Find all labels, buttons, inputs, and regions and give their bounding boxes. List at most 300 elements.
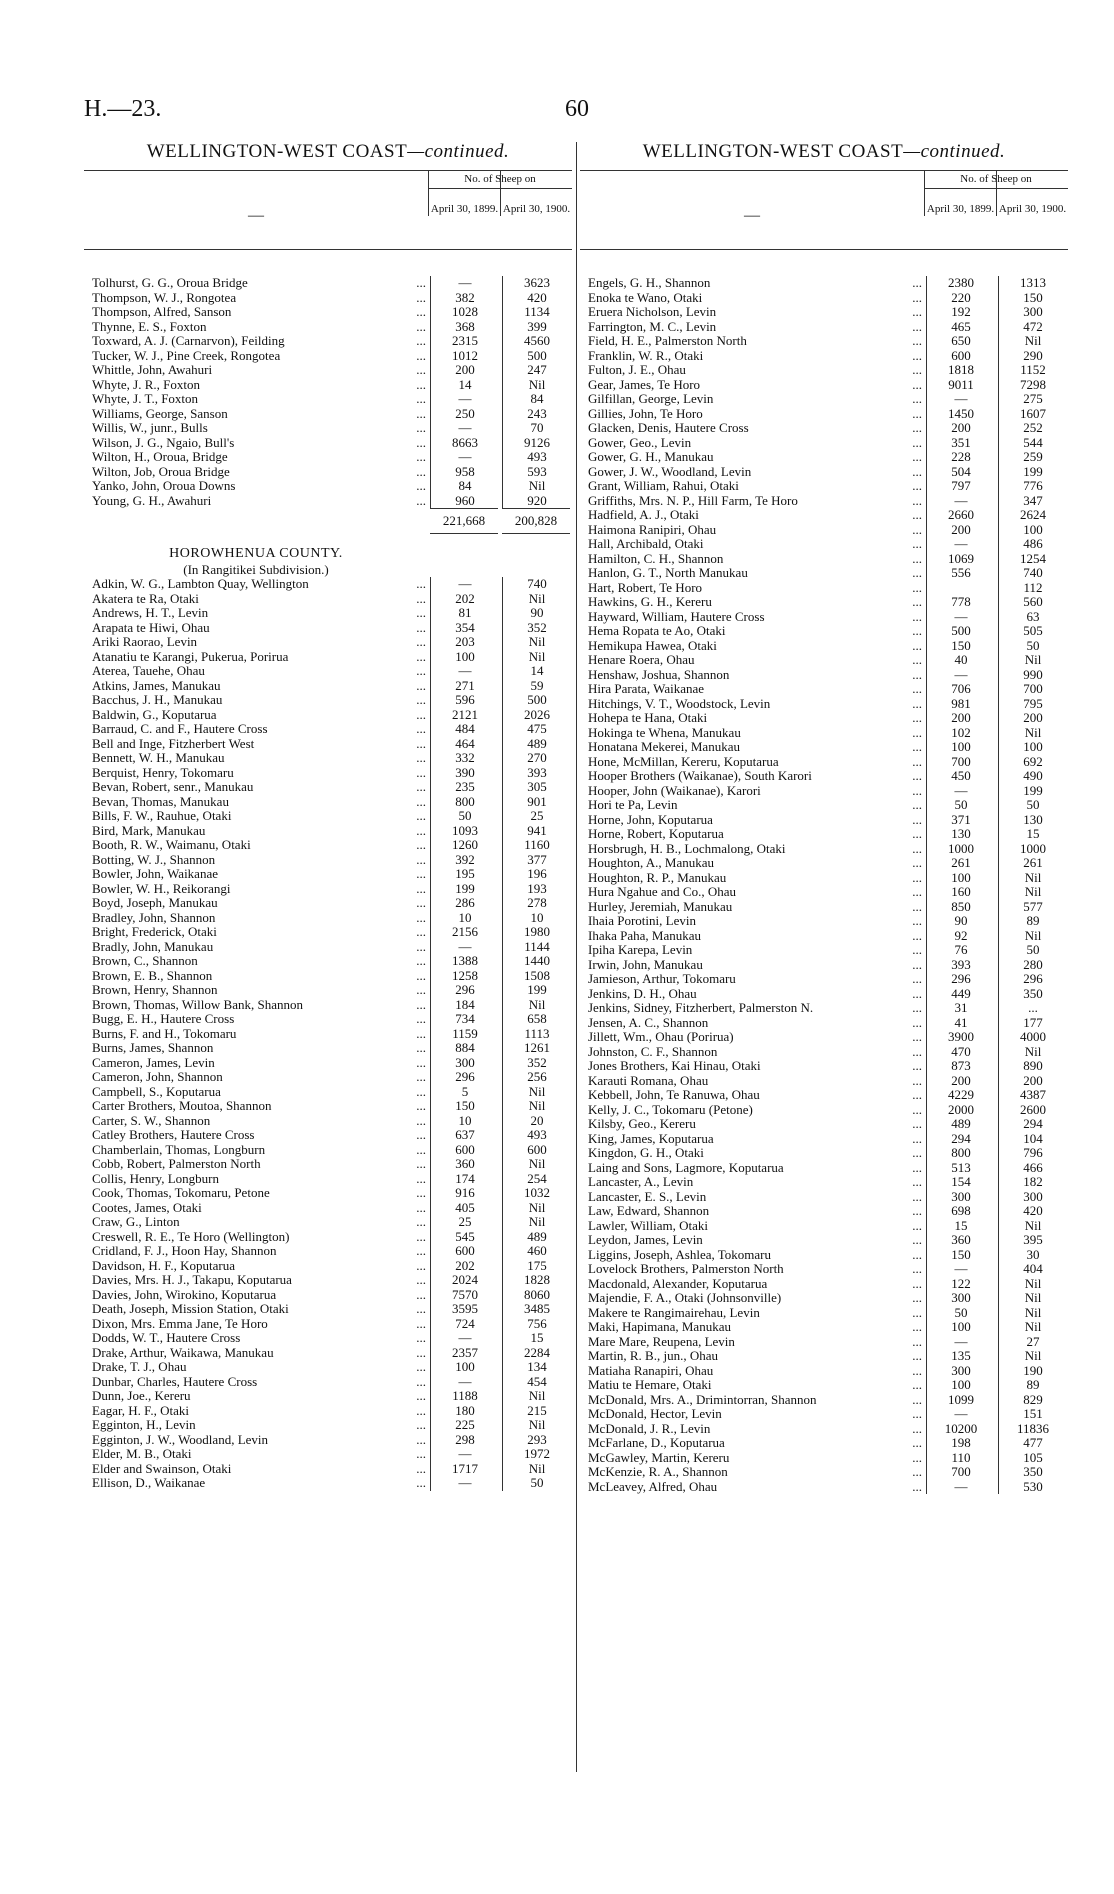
leader-dots: ... [912,811,922,827]
sheep-1900: 740 [998,566,1067,581]
sheep-1899: 300 [926,1364,995,1379]
leader-dots: ... [416,1040,426,1055]
sheep-1900: 393 [502,766,571,781]
table-row [84,1157,572,1172]
sheep-1900: Nil [502,1389,571,1404]
sheep-1899: 92 [926,929,995,944]
sheep-1900: 4387 [998,1088,1067,1103]
sheep-1899: 500 [926,624,995,639]
owner-name: Wilton, Job, Oroua Bridge [92,464,230,479]
right-table-header [580,170,1068,250]
sheep-1900: Nil [998,929,1067,944]
owner-name: Hooper Brothers (Waikanae), South Karori [588,769,812,783]
sheep-1900: Nil [502,1462,571,1477]
table-row [84,708,572,723]
owner-name: Glacken, Denis, Hautere Cross [588,421,749,435]
sheep-1900: 112 [998,581,1067,596]
owner-name: Atanatiu te Karangi, Pukerua, Porirua [92,649,289,664]
sheep-1899: 368 [430,320,499,335]
leader-dots: ... [416,1402,426,1418]
owner-name: Thompson, W. J., Rongotea [92,290,237,305]
sheep-1900: 254 [502,1172,571,1187]
owner-name: McLeavey, Alfred, Ohau [588,1479,718,1494]
owner-name: Bell and Inge, Fitzherbert West [92,736,255,751]
column-divider [576,142,577,1772]
table-row [84,392,572,407]
owner-name: Grant, William, Rahui, Otaki [588,479,739,493]
owner-name: Young, G. H., Awahuri [92,493,212,508]
leader-dots: ... [416,318,426,334]
sheep-1899: 465 [926,320,995,335]
sheep-1900: 1440 [502,954,571,969]
owner-name: Dunn, Joe., Kereru [92,1389,191,1403]
leader-dots: ... [416,391,426,406]
sheep-1899: — [430,276,499,291]
table-row [84,1230,572,1245]
sheep-1900: 150 [998,291,1067,306]
sheep-1899: 250 [430,407,499,422]
owner-name: Jones Brothers, Kai Hinau, Otaki [588,1059,761,1073]
sheep-1899: 371 [926,813,995,828]
table-row [580,276,1068,291]
owner-name: Bills, F. W., Rauhue, Otaki [92,809,232,823]
sheep-1900: 347 [998,494,1067,509]
sheep-1900: 460 [502,1244,571,1259]
leader-dots: ... [416,449,426,464]
sheep-1899: 724 [430,1317,499,1332]
owner-name: Atkins, James, Manukau [92,678,221,693]
owner-name: Tucker, W. J., Pine Creek, Rongotea [92,348,281,363]
leader-dots: ... [416,1069,426,1084]
sheep-1900: Nil [998,1045,1067,1060]
owner-name: Hema Ropata te Ao, Otaki [588,624,726,638]
table-row [580,1364,1068,1379]
leader-dots: ... [416,1446,426,1461]
owner-name: Mare Mare, Reupena, Levin [588,1334,735,1349]
table-row [580,523,1068,538]
sheep-1899: 154 [926,1175,995,1190]
page-number: 60 [565,96,589,122]
table-row [580,537,1068,552]
table-row [580,972,1068,987]
leader-dots: ... [912,855,922,870]
left-totals-row [84,508,572,532]
table-row [580,1436,1068,1451]
owner-name: Campbell, S., Koputarua [92,1084,221,1099]
leader-dots: ... [912,1420,922,1436]
sheep-1899: 200 [430,363,499,378]
sheep-1899: 31 [926,1001,995,1016]
leader-dots: ... [912,768,922,783]
table-row [84,751,572,766]
sheep-1900: 1134 [502,305,571,320]
leader-dots: ... [912,275,922,290]
sheep-1899: 392 [430,853,499,868]
sheep-1900: 658 [502,1012,571,1027]
owner-name: Henshaw, Joshua, Shannon [588,667,730,682]
sheep-1900: 4000 [998,1030,1067,1045]
owner-name: Egginton, J. W., Woodland, Levin [92,1432,269,1447]
leader-dots: ... [416,275,426,290]
leader-dots: ... [912,826,922,841]
sheep-1900: 500 [502,693,571,708]
sheep-1899: 184 [430,998,499,1013]
owner-name: Bacchus, J. H., Manukau [92,693,223,707]
owner-name: Bennett, W. H., Manukau [92,751,225,765]
leader-dots: ... [416,909,426,925]
sheep-1900: 294 [998,1117,1067,1132]
table-row [580,581,1068,596]
sheep-1900: 199 [502,983,571,998]
table-row [84,1462,572,1477]
table-row [580,1074,1068,1089]
sheep-1899: 1717 [430,1462,499,1477]
table-row [84,1215,572,1230]
leader-dots: ... [912,1333,922,1349]
table-row [580,291,1068,306]
leader-dots: ... [912,478,922,493]
sheep-1899: 122 [926,1277,995,1292]
sheep-1900: 275 [998,392,1067,407]
owner-name: Hurley, Jeremiah, Manukau [588,899,733,914]
sheep-1900: 200 [998,711,1067,726]
owner-name: Gower, G. H., Manukau [588,450,714,464]
sheep-1899: 76 [926,943,995,958]
left-sheep-header: No. of Sheep on [428,173,572,189]
leader-dots: ... [416,837,426,852]
sheep-1900: 500 [502,349,571,364]
leader-dots: ... [912,927,922,943]
sheep-1899: 14 [430,378,499,393]
sheep-1899: — [430,450,499,465]
table-row [580,1407,1068,1422]
leader-dots: ... [416,1054,426,1070]
sheep-1900: 199 [998,465,1067,480]
owner-name: Law, Edward, Shannon [588,1204,710,1218]
sheep-1899: 1388 [430,954,499,969]
sheep-1900: 261 [998,856,1067,871]
leader-dots: ... [416,289,426,305]
sheep-1899: 332 [430,751,499,766]
sheep-1900: 182 [998,1175,1067,1190]
sheep-1899: 100 [926,1378,995,1393]
leader-dots: ... [912,1101,922,1117]
sheep-1899: 100 [926,740,995,755]
owner-name: Jenkins, D. H., Ohau [588,986,697,1001]
table-row [580,856,1068,871]
sheep-1899: 1260 [430,838,499,853]
table-row [84,824,572,839]
sheep-1899: 2315 [430,334,499,349]
sheep-1899: 354 [430,621,499,636]
leader-dots: ... [416,634,426,649]
table-row [580,1248,1068,1263]
table-row [84,494,572,509]
table-row [580,305,1068,320]
leader-dots: ... [416,924,426,939]
leader-dots: ... [912,869,922,885]
table-row [84,363,572,378]
sheep-1899: 449 [926,987,995,1002]
sheep-1899: 2660 [926,508,995,523]
table-row [580,1190,1068,1205]
sheep-1899: — [926,784,995,799]
sheep-1899: 25 [430,1215,499,1230]
sheep-1899: 84 [430,479,499,494]
table-row [84,998,572,1013]
sheep-1899: 1159 [430,1027,499,1042]
table-row [84,1317,572,1332]
owner-name: Dixon, Mrs. Emma Jane, Te Horo [92,1316,268,1331]
owner-name: Lancaster, E. S., Levin [588,1189,707,1204]
leader-dots: ... [416,1315,426,1331]
sheep-1899: 100 [430,650,499,665]
owner-name: Aterea, Tauehe, Ohau [92,664,205,678]
left-table-header [84,170,572,250]
leader-dots: ... [912,1072,922,1088]
sheep-1900: 890 [998,1059,1067,1074]
leader-dots: ... [912,1203,922,1218]
sheep-1900: 395 [998,1233,1067,1248]
sheep-1900: 200 [998,1074,1067,1089]
sheep-1900: 130 [998,813,1067,828]
sheep-1899: 706 [926,682,995,697]
leader-dots: ... [912,1377,922,1392]
sheep-1899: 2156 [430,925,499,940]
owner-name: Davies, Mrs. H. J., Takapu, Koputarua [92,1273,292,1287]
leader-dots: ... [912,1464,922,1479]
sheep-1900: 300 [998,1190,1067,1205]
sheep-1900: 89 [998,914,1067,929]
leader-dots: ... [416,663,426,678]
sheep-1900: 1000 [998,842,1067,857]
sheep-1900: 466 [998,1161,1067,1176]
table-row [580,479,1068,494]
sheep-1900: 84 [502,392,571,407]
sheep-1900: Nil [998,1277,1067,1292]
table-row [84,276,572,291]
section-subtitle: (In Rangitikei Subdivision.) [183,562,329,577]
table-row [84,664,572,679]
sheep-1900: 278 [502,896,571,911]
owner-name: McDonald, Mrs. A., Drimintorran, Shannon [588,1392,817,1407]
owner-name: Lawler, William, Otaki [588,1218,709,1233]
sheep-1899: 10 [430,1114,499,1129]
sheep-1900: Nil [502,479,571,494]
owner-name: Burns, James, Shannon [92,1041,214,1055]
table-row [580,1030,1068,1045]
sheep-1899: 470 [926,1045,995,1060]
table-row [84,1331,572,1346]
sheep-1900: 593 [502,465,571,480]
leader-dots: ... [416,362,426,377]
leader-dots: ... [912,1000,922,1015]
table-row [580,1262,1068,1277]
sheep-1900: Nil [998,871,1067,886]
right-sheep-header: No. of Sheep on [924,173,1068,189]
sheep-1900: Nil [998,885,1067,900]
sheep-1900: 796 [998,1146,1067,1161]
sheep-1900: 486 [998,537,1067,552]
owner-name: Bevan, Robert, senr., Manukau [92,780,254,794]
sheep-1900: ... [998,1001,1067,1016]
owner-name: Hamilton, C. H., Shannon [588,551,724,566]
table-row [84,780,572,795]
leader-dots: ... [912,1304,922,1320]
sheep-1900: Nil [502,1201,571,1216]
owner-name: Liggins, Joseph, Ashlea, Tokomaru [588,1247,772,1262]
section-title: HOROWHENUA COUNTY. [169,546,343,561]
table-row [580,595,1068,610]
leader-dots: ... [912,347,922,363]
owner-name: Andrews, H. T., Levin [92,606,209,620]
table-row [580,653,1068,668]
table-row [84,1346,572,1361]
sheep-1899: 174 [430,1172,499,1187]
sheep-1900: 2284 [502,1346,571,1361]
sheep-1900: 247 [502,363,571,378]
leader-dots: ... [416,1243,426,1258]
leader-dots: ... [912,579,922,595]
sheep-1899: 200 [926,1074,995,1089]
sheep-1899: 2380 [926,276,995,291]
leader-dots: ... [416,1141,426,1157]
leader-dots: ... [912,521,922,537]
sheep-1900: 30 [998,1248,1067,1263]
leader-dots: ... [416,1475,426,1490]
table-row [580,1378,1068,1393]
sheep-1899: 778 [926,595,995,610]
sheep-1899: — [430,392,499,407]
owner-name: Thompson, Alfred, Sanson [92,305,232,319]
sheep-1899: 351 [926,436,995,451]
table-row [84,1433,572,1448]
sheep-1900: 1113 [502,1027,571,1042]
owner-name: Chamberlain, Thomas, Longburn [92,1142,266,1157]
leader-dots: ... [416,434,426,450]
leader-dots: ... [416,822,426,838]
table-row [84,1360,572,1375]
owner-name: Gower, Geo., Levin [588,435,692,450]
sheep-1900: 3485 [502,1302,571,1317]
sheep-1899: 464 [430,737,499,752]
owner-name: Cameron, James, Levin [92,1055,215,1070]
owner-name: Haimona Ranipiri, Ohau [588,522,717,537]
table-row [580,914,1068,929]
leader-dots: ... [912,1348,922,1363]
table-row [84,1259,572,1274]
sheep-1899: 873 [926,1059,995,1074]
leader-dots: ... [416,1156,426,1171]
leader-dots: ... [912,1116,922,1131]
right-title-suffix: —continued. [903,141,1006,162]
table-row [84,1389,572,1404]
sheep-1900: 90 [502,606,571,621]
sheep-1899: 390 [430,766,499,781]
sheep-1899: 2121 [430,708,499,723]
leader-dots: ... [912,956,922,972]
table-row [580,349,1068,364]
leader-dots: ... [416,333,426,348]
sheep-1900: 175 [502,1259,571,1274]
sheep-1899: 1028 [430,305,499,320]
table-row [84,650,572,665]
sheep-1899: 650 [926,334,995,349]
table-row [580,1320,1068,1335]
sheep-1899: — [430,421,499,436]
sheep-1900: 600 [502,1143,571,1158]
right-date1-header: April 30, 1899. [924,171,996,216]
sheep-1900: 489 [502,1230,571,1245]
leader-dots: ... [416,420,426,435]
table-row [580,450,1068,465]
sheep-1899: 960 [430,494,499,509]
sheep-1900: 14 [502,664,571,679]
owner-name: Death, Joseph, Mission Station, Otaki [92,1302,289,1316]
sheep-1899: 150 [430,1099,499,1114]
owner-name: Martin, R. B., jun., Ohau [588,1349,718,1363]
sheep-1899: — [430,1375,499,1390]
table-row [84,1085,572,1100]
sheep-1900: 420 [502,291,571,306]
owner-name: Hawkins, G. H., Kereru [588,595,712,609]
sheep-1900: 404 [998,1262,1067,1277]
owner-name: Hura Ngahue and Co., Ohau [588,885,737,899]
sheep-1899: 7570 [430,1288,499,1303]
owner-name: Hira Parata, Waikanae [588,682,705,696]
table-row [84,1114,572,1129]
sheep-1900: 1972 [502,1447,571,1462]
sheep-1900: Nil [998,1219,1067,1234]
sheep-1899: 195 [430,867,499,882]
sheep-1900: 300 [998,305,1067,320]
leader-dots: ... [416,1214,426,1229]
sheep-1900: 1254 [998,552,1067,567]
table-row [580,363,1068,378]
leader-dots: ... [912,1043,922,1059]
sheep-1900: 901 [502,795,571,810]
owner-name: Farrington, M. C., Levin [588,319,717,334]
table-row [580,784,1068,799]
leader-dots: ... [416,648,426,664]
sheep-1899: — [926,610,995,625]
sheep-1899: 90 [926,914,995,929]
sheep-1899: 202 [430,592,499,607]
owner-name: Gilfillan, George, Levin [588,392,714,406]
leader-dots: ... [416,1083,426,1099]
sheep-1900: 560 [998,595,1067,610]
sheep-1899: 916 [430,1186,499,1201]
sheep-1899: 600 [926,349,995,364]
table-row [84,334,572,349]
left-rows-top [84,250,572,508]
owner-name: Houghton, R. P., Manukau [588,870,727,885]
leader-dots: ... [912,913,922,928]
sheep-1899: — [430,1331,499,1346]
right-title-text: WELLINGTON-WEST COAST [642,141,904,162]
leader-dots: ... [912,623,922,638]
table-row [84,838,572,853]
sheep-1899: 1450 [926,407,995,422]
owner-name: Engels, G. H., Shannon [588,276,711,290]
owner-name: Carter, S. W., Shannon [92,1113,211,1128]
leader-dots: ... [416,1460,426,1476]
leader-dots: ... [416,1257,426,1273]
right-column-title [580,138,1068,170]
sheep-1899: 698 [926,1204,995,1219]
sheep-1899: 40 [926,653,995,668]
table-row [84,722,572,737]
